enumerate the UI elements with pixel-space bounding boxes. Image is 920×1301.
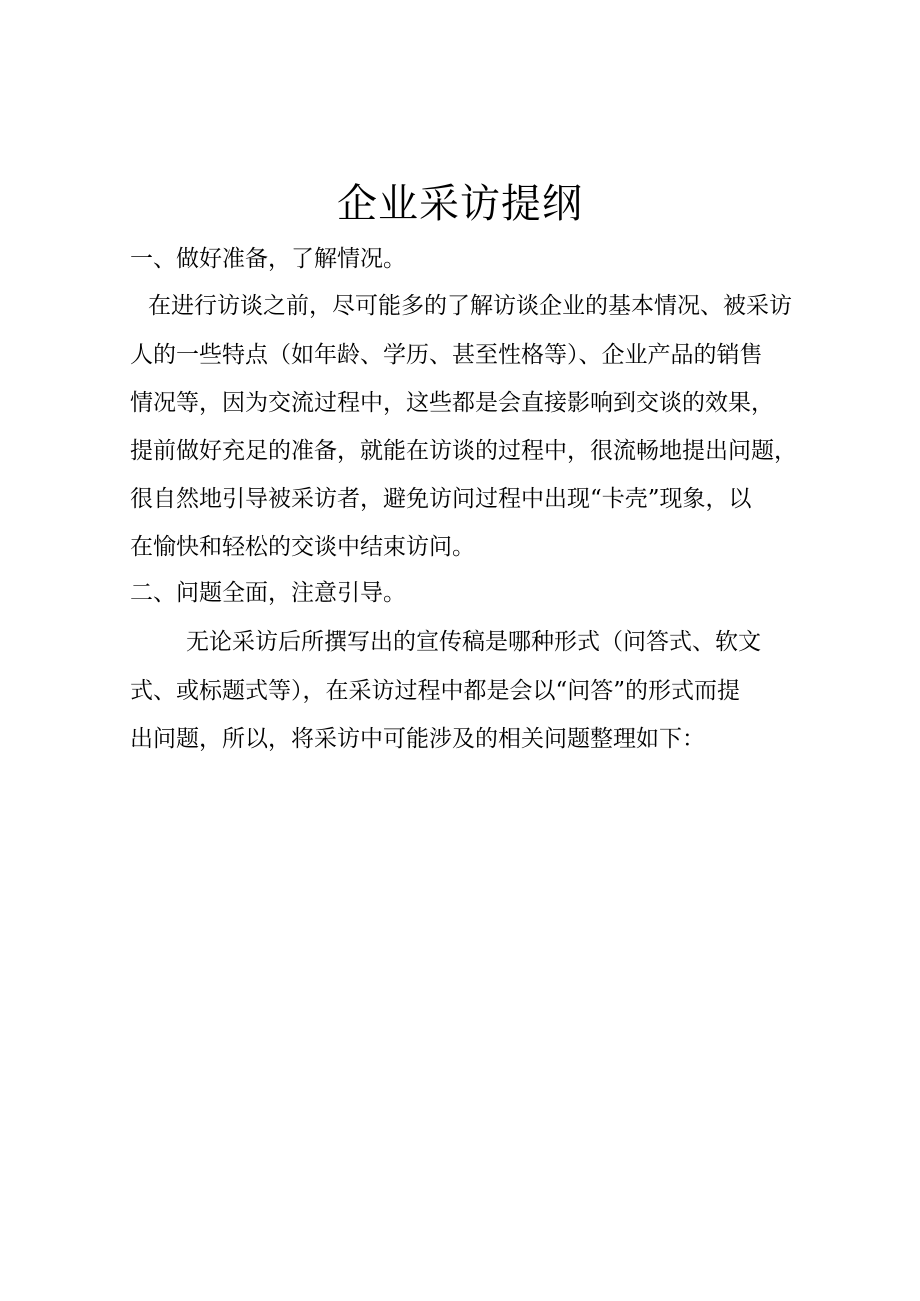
paragraph-line: 在愉快和轻松的交谈中结束访问。 [130,534,475,560]
document-title: 企业采访提纲 [337,181,583,227]
section-heading-2: 二、问题全面，注意引导。 [130,580,406,606]
paragraph-line: 式、或标题式等），在采访过程中都是会以“问答”的形式而提 [130,678,741,704]
section-heading-1: 一、做好准备，了解情况。 [130,246,406,272]
paragraph-line: 人的一些特点（如年龄、学历、甚至性格等）、企业产品的销售 [130,342,763,368]
paragraph-line: 无论采访后所撰写出的宣传稿是哪种形式（问答式、软文 [186,629,761,655]
paragraph-line: 提前做好充足的准备，就能在访谈的过程中，很流畅地提出问题， [130,438,797,464]
paragraph-line: 出问题，所以，将采访中可能涉及的相关问题整理如下： [130,726,705,752]
paragraph-line: 在进行访谈之前，尽可能多的了解访谈企业的基本情况、被采访 [148,293,792,319]
paragraph-line: 情况等，因为交流过程中，这些都是会直接影响到交谈的效果， [130,390,774,416]
paragraph-line: 很自然地引导被采访者，避免访问过程中出现“卡壳”现象，以 [130,486,752,512]
